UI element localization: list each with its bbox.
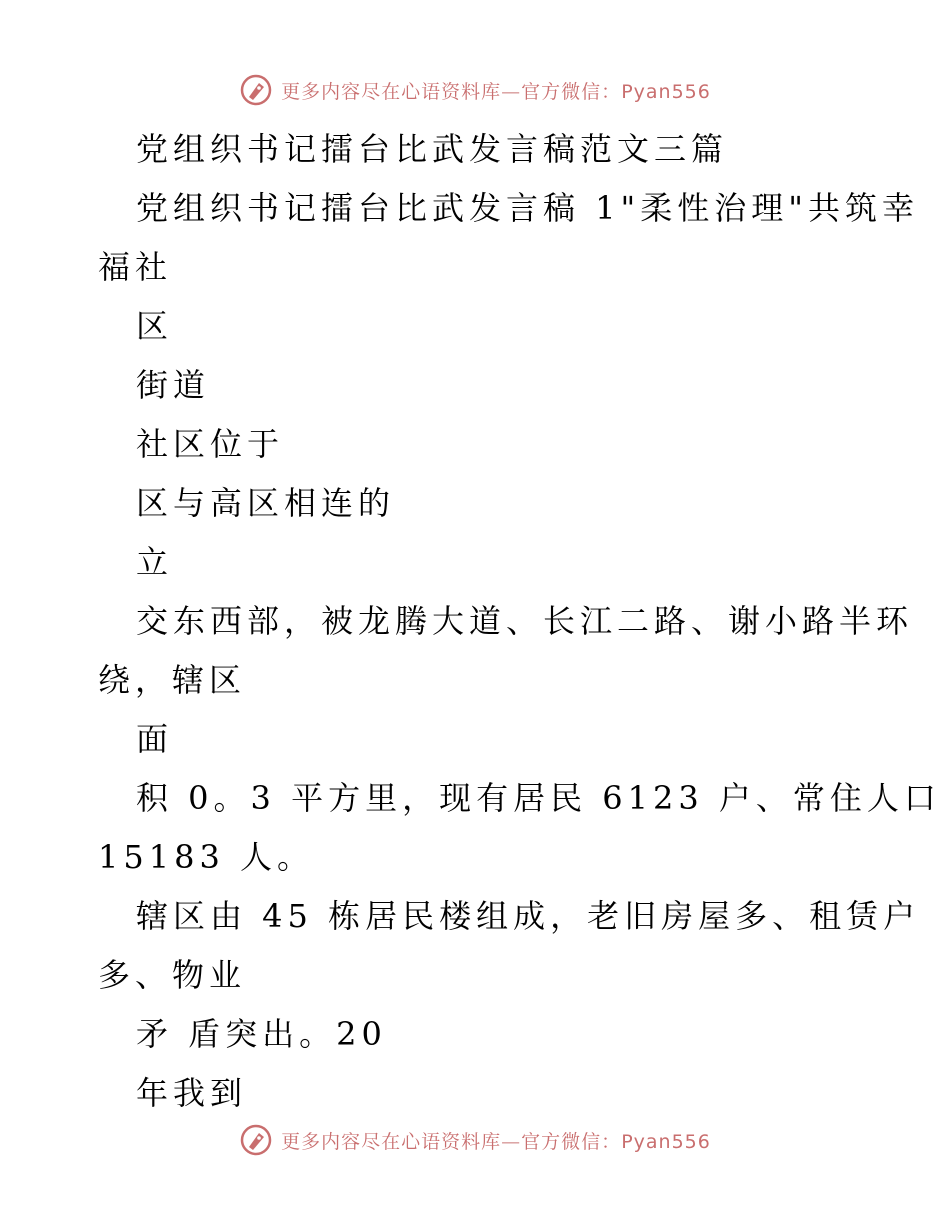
paragraph-line: 辖区由 45 栋居民楼组成，老旧房屋多、租赁户 bbox=[136, 897, 921, 935]
paragraph-line: 15183 人。 bbox=[98, 838, 314, 876]
paragraph-line: 矛 盾突出。20 bbox=[136, 1015, 387, 1053]
paragraph-line: 积 0。3 平方里，现有居民 6123 户、常住人口 bbox=[136, 779, 941, 817]
paragraph-line: 交东西部，被龙腾大道、长江二路、谢小路半环 bbox=[136, 602, 914, 640]
paragraph-line: 立 bbox=[136, 543, 174, 581]
paragraph-line: 面 bbox=[136, 720, 174, 758]
watermark-separator: — bbox=[501, 80, 522, 103]
pen-nib-logo-icon bbox=[239, 73, 273, 107]
paragraph-line: 福社 bbox=[98, 248, 173, 286]
paragraph-line: 区 bbox=[136, 307, 174, 345]
watermark-wechat-id: Pyan556 bbox=[621, 80, 711, 103]
paragraph-line: 区与高区相连的 bbox=[136, 484, 396, 522]
watermark-header bbox=[0, 70, 950, 110]
watermark-text bbox=[281, 1127, 711, 1154]
watermark-wechat-label: 官方微信： bbox=[521, 80, 622, 103]
watermark-main: 更多内容尽在心语资料库 bbox=[281, 80, 502, 103]
paragraph-line: 党组织书记擂台比武发言稿 1"柔性治理"共筑幸 bbox=[136, 189, 919, 227]
paragraph-line: 绕，辖区 bbox=[98, 661, 247, 699]
pen-nib-logo-icon bbox=[239, 1123, 273, 1157]
watermark-text bbox=[281, 77, 711, 104]
watermark-footer bbox=[0, 1120, 950, 1160]
document-title: 党组织书记擂台比武发言稿范文三篇 bbox=[136, 130, 729, 168]
document-body bbox=[98, 120, 941, 1123]
watermark-main: 更多内容尽在心语资料库 bbox=[281, 1130, 502, 1153]
paragraph-line: 年我到 bbox=[136, 1074, 248, 1112]
watermark-wechat-id: Pyan556 bbox=[621, 1130, 711, 1153]
paragraph-line: 社区位于 bbox=[136, 425, 285, 463]
paragraph-line: 街道 bbox=[136, 366, 211, 404]
watermark-wechat-label: 官方微信： bbox=[521, 1130, 622, 1153]
watermark-separator: — bbox=[501, 1130, 522, 1153]
paragraph-line: 多、物业 bbox=[98, 956, 247, 994]
